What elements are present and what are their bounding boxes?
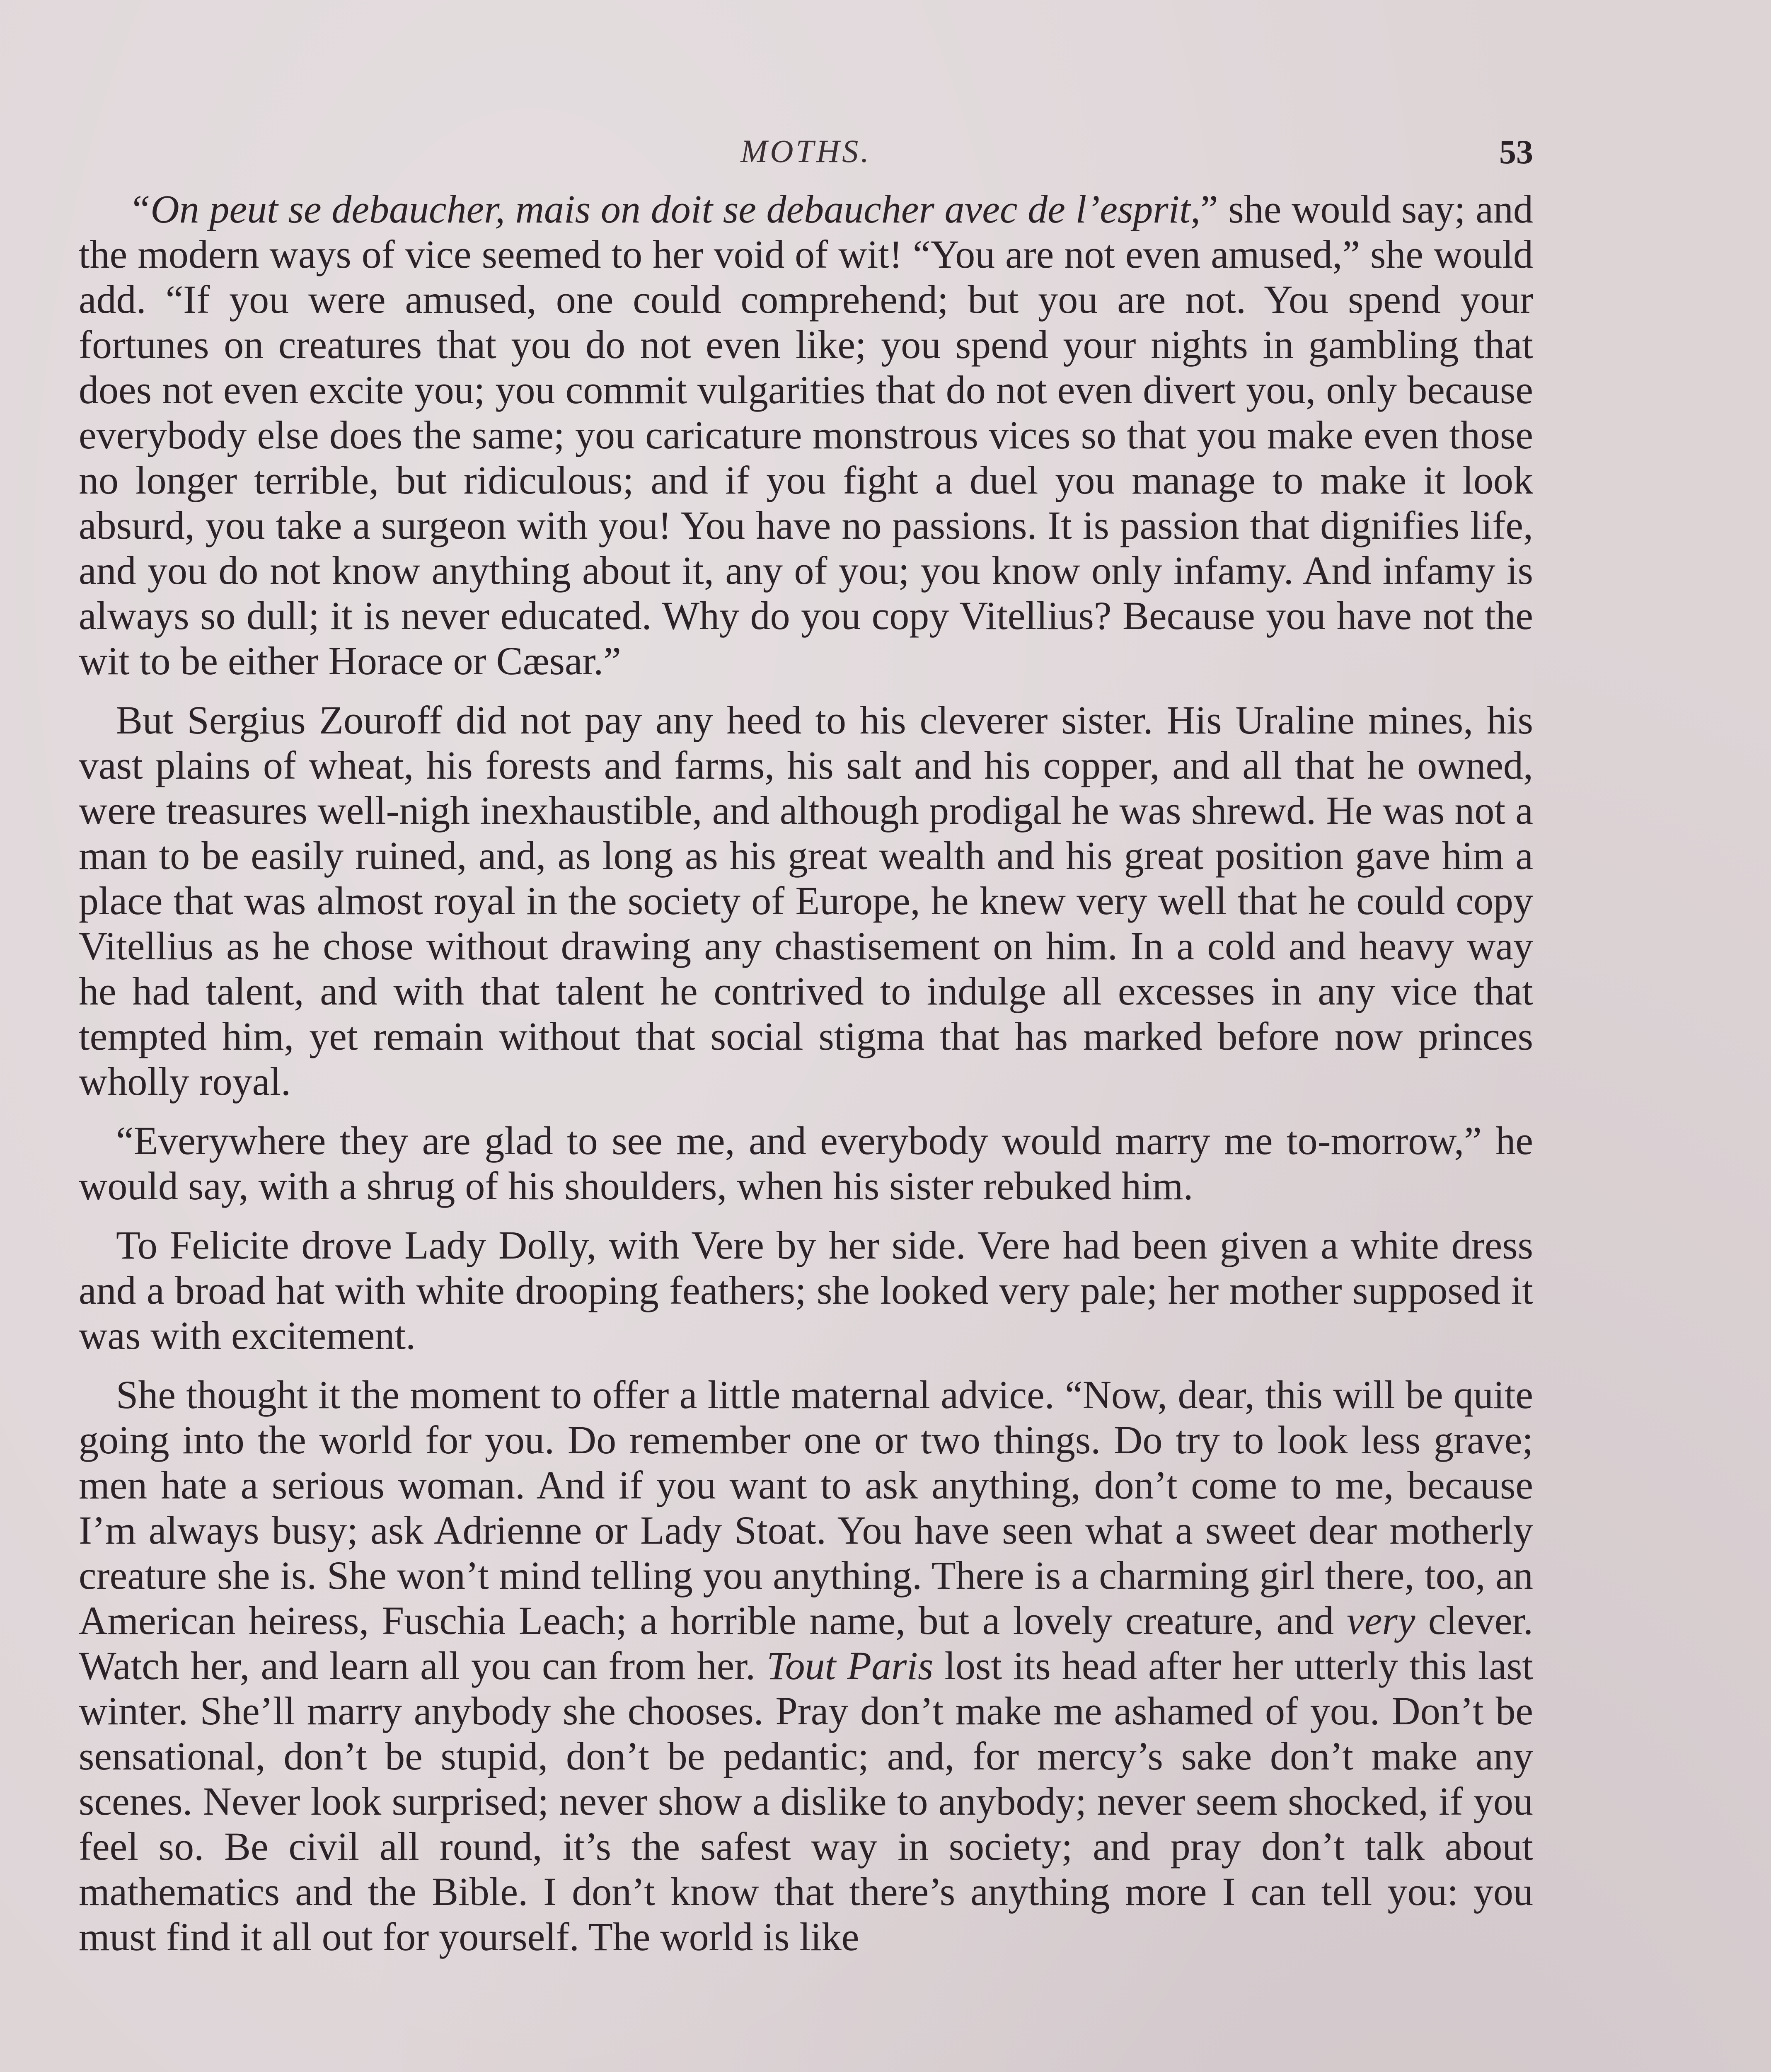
italic-quote: “On peut se debaucher, mais on doit se debaucher avec de l’esprit, <box>128 187 1200 231</box>
paragraph-1-text: ” she would say; and the modern ways of vice seemed to her void of wit! “You are not even amused,” she would add. “If you were amused, one could comprehend; but you are not. You spend your fortunes on creatures that you do not even like; you spend your nights in gambling that does not even excite you; you commit vulgarities that do not even divert you, only because everybody else does the same; you caricature monstrous vices so that you make even those no longer terrible, but ridiculous; and if you fight a duel you manage to make it look absurd, you take a surgeon with you! You have no passions. It is passion that dignifies life, and you do not know anything about it, any of you; you know only infamy. And infamy is always so dull; it is never educated. Why do you copy Vitellius? Because you have not the wit to be either Horace or Cæsar.” <box>79 187 1534 683</box>
paragraph-5-text-b: clever. Watch her, and learn all you can from her. <box>79 1598 1534 1688</box>
page-number: 53 <box>1499 133 1533 171</box>
paragraph-3: “Everywhere they are glad to see me, and everybody would marry me to-morrow,” he would say, with a shrug of his shoulders, when his sister rebuked him. <box>79 1118 1533 1208</box>
running-title: MOTHS. <box>740 133 871 169</box>
book-page <box>79 124 1533 2072</box>
paragraph-5-text-a: She thought it the moment to offer a little maternal advice. “Now, dear, this will be quite going into the world for you. Do remember one or two things. Do try to look less grave; men hate a serious woman. And if you want to ask anything, don’t come to me, because I’m always busy; ask Adrienne or Lady Stoat. You have seen what a sweet dear motherly creature she is. She won’t mind telling you anything. There is a charming girl there, too, an American heiress, Fuschia Leach; a horrible name, but a lovely creature, and <box>79 1372 1533 1643</box>
italic-tout-paris: Tout Paris <box>767 1644 934 1688</box>
paragraph-5 <box>79 1372 1533 1959</box>
body-text <box>79 186 1533 1959</box>
paragraph-2: But Sergius Zouroff did not pay any heed to his cleverer sister. His Uraline mines, his vast plains of wheat, his forests and farms, his salt and his copper, and all that he owned, were treasures well-nigh inexhaustible, and although prodigal he was shrewd. He was not a man to be easily ruined, and, as long as his great wealth and his great position gave him a place that was almost royal in the society of Europe, he knew very well that he could copy Vitellius as he chose without drawing any chastisement on him. In a cold and heavy way he had talent, and with that talent he contrived to indulge all excesses in any vice that tempted him, yet remain without that social stigma that has marked before now princes wholly royal. <box>79 698 1533 1104</box>
paragraph-4: To Felicite drove Lady Dolly, with Vere by her side. Vere had been given a white dress and a broad hat with white drooping feathers; she looked very pale; her mother supposed it was with excitement. <box>79 1223 1533 1358</box>
running-head <box>79 124 1533 186</box>
italic-very: very <box>1347 1598 1415 1643</box>
paragraph-1 <box>79 186 1533 683</box>
paragraph-5-text-c: lost its head after her utterly this last winter. She’ll marry anybody she chooses. Pray don’t make me ashamed of you. Don’t be sensational, don’t be stupid, don’t be pedantic; and, for mercy’s sake don’t make any scenes. Never look surprised; never show a dislike to anybody; never seem shocked, if you feel so. Be civil all round, it’s the safest way in society; and pray don’t talk about mathematics and the Bible. I don’t know that there’s anything more I can tell you: you must find it all out for yourself. The world is like <box>79 1644 1533 1959</box>
